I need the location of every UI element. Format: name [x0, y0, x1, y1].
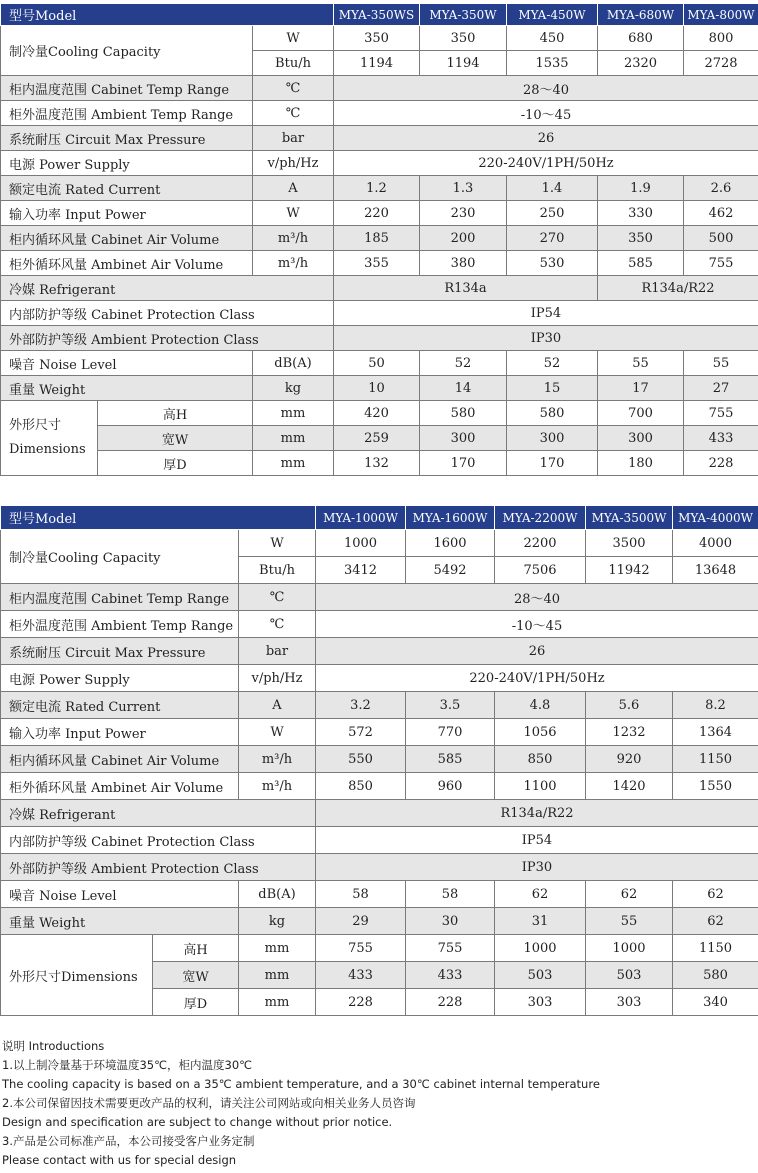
value: 850 — [495, 746, 586, 773]
value: 500 — [684, 226, 758, 251]
cabinet-protection-row — [1, 301, 758, 326]
unit: ℃ — [239, 611, 316, 638]
value: 1535 — [507, 51, 598, 76]
value: 11942 — [586, 557, 673, 584]
value: 27 — [684, 376, 758, 401]
value: IP30 — [334, 326, 758, 351]
value: 55 — [586, 908, 673, 935]
value: 13648 — [673, 557, 758, 584]
row-label: 外部防护等级 Ambient Protection Class — [1, 326, 334, 351]
value: 503 — [586, 962, 673, 989]
row-label: 内部防护等级 Cabinet Protection Class — [1, 301, 334, 326]
value: 1000 — [495, 935, 586, 962]
value: 572 — [316, 719, 406, 746]
unit: bar — [239, 638, 316, 665]
unit: ℃ — [253, 76, 334, 101]
sub-label: 高H — [153, 935, 239, 962]
value: 1194 — [420, 51, 507, 76]
unit: ℃ — [239, 584, 316, 611]
model-label: 型号Model — [1, 4, 334, 26]
noise-row — [1, 881, 758, 908]
model-name: MYA-4000W — [673, 506, 758, 530]
value: 585 — [598, 251, 684, 276]
value: 1550 — [673, 773, 758, 800]
weight-row — [1, 376, 758, 401]
sub-label: 厚D — [153, 989, 239, 1016]
unit: Btu/h — [253, 51, 334, 76]
row-label: 冷媒 Refrigerant — [1, 800, 316, 827]
value: 433 — [406, 962, 495, 989]
value: 228 — [316, 989, 406, 1016]
value: 503 — [495, 962, 586, 989]
notes-heading: 说明 Introductions — [2, 1039, 105, 1053]
value: 5.6 — [586, 692, 673, 719]
spec-table-2 — [0, 505, 758, 1016]
value: 1150 — [673, 935, 758, 962]
row-label: 柜外循环风量 Ambinet Air Volume — [1, 251, 253, 276]
height-row — [1, 935, 758, 962]
value: 220 — [334, 201, 420, 226]
value: 55 — [598, 351, 684, 376]
value: 5492 — [406, 557, 495, 584]
value: -10～45 — [316, 611, 758, 638]
unit: mm — [253, 401, 334, 426]
value: R134a — [334, 276, 598, 301]
note-line: Please contact with us for special design — [2, 1153, 237, 1167]
row-label: 输入功率 Input Power — [1, 719, 239, 746]
value: 2200 — [495, 530, 586, 557]
value: 180 — [598, 451, 684, 476]
model-name: MYA-450W — [507, 4, 598, 26]
value: 350 — [334, 26, 420, 51]
value: 170 — [420, 451, 507, 476]
row-label: 柜外温度范围 Ambient Temp Range — [1, 611, 239, 638]
model-name: MYA-350W — [420, 4, 507, 26]
unit: Btu/h — [239, 557, 316, 584]
value: 62 — [586, 881, 673, 908]
cooling-w-row — [1, 530, 758, 557]
note-line: Design and specification are subject to change without prior notice. — [2, 1115, 393, 1129]
unit: bar — [253, 126, 334, 151]
cabinet-temp-row — [1, 584, 758, 611]
ambient-air-row — [1, 773, 758, 800]
value: 185 — [334, 226, 420, 251]
value: 380 — [420, 251, 507, 276]
introductions-notes — [2, 1037, 756, 1170]
header-row — [1, 4, 758, 26]
value: 52 — [507, 351, 598, 376]
value: 580 — [420, 401, 507, 426]
value: 433 — [684, 426, 758, 451]
row-label: 柜内循环风量 Cabinet Air Volume — [1, 226, 253, 251]
value: 300 — [507, 426, 598, 451]
value: 15 — [507, 376, 598, 401]
unit: v/ph/Hz — [239, 665, 316, 692]
ambient-air-row — [1, 251, 758, 276]
value: 28～40 — [334, 76, 758, 101]
value: 26 — [316, 638, 758, 665]
note-line: 2.本公司保留因技术需要更改产品的权利，请关注公司网站或向相关业务人员咨询 — [2, 1096, 416, 1110]
value: 1000 — [316, 530, 406, 557]
value: 3500 — [586, 530, 673, 557]
unit: mm — [239, 962, 316, 989]
unit: W — [239, 719, 316, 746]
value: 530 — [507, 251, 598, 276]
value: 355 — [334, 251, 420, 276]
value: 220-240V/1PH/50Hz — [334, 151, 758, 176]
value: 2.6 — [684, 176, 758, 201]
unit: W — [253, 201, 334, 226]
value: 920 — [586, 746, 673, 773]
cabinet-air-row — [1, 226, 758, 251]
value: 585 — [406, 746, 495, 773]
row-label: 柜外温度范围 Ambient Temp Range — [1, 101, 253, 126]
row-label: 电源 Power Supply — [1, 665, 239, 692]
value: 31 — [495, 908, 586, 935]
dimensions-label: 外形尺寸Dimensions — [1, 935, 153, 1016]
note-line: 3.产品是公司标准产品，本公司接受客户业务定制 — [2, 1134, 255, 1148]
unit: W — [253, 26, 334, 51]
noise-row — [1, 351, 758, 376]
row-label: 额定电流 Rated Current — [1, 692, 239, 719]
value: 1.2 — [334, 176, 420, 201]
value: 2728 — [684, 51, 758, 76]
sub-label: 宽W — [153, 962, 239, 989]
sub-label: 宽W — [98, 426, 253, 451]
value: 580 — [673, 962, 758, 989]
value: R134a/R22 — [598, 276, 758, 301]
value: -10～45 — [334, 101, 758, 126]
value: 755 — [684, 401, 758, 426]
cabinet-protection-row — [1, 827, 758, 854]
pressure-row — [1, 638, 758, 665]
unit: mm — [239, 935, 316, 962]
value: 770 — [406, 719, 495, 746]
value: IP54 — [334, 301, 758, 326]
row-label: 额定电流 Rated Current — [1, 176, 253, 201]
value: 58 — [316, 881, 406, 908]
value: 62 — [495, 881, 586, 908]
model-name: MYA-1600W — [406, 506, 495, 530]
row-label: 输入功率 Input Power — [1, 201, 253, 226]
dimensions-label — [1, 401, 98, 476]
value: R134a/R22 — [316, 800, 758, 827]
power-row — [1, 151, 758, 176]
value: 50 — [334, 351, 420, 376]
value: 230 — [420, 201, 507, 226]
value: 420 — [334, 401, 420, 426]
row-label: 外部防护等级 Ambient Protection Class — [1, 854, 316, 881]
value: 62 — [673, 881, 758, 908]
value: 228 — [684, 451, 758, 476]
refrigerant-row — [1, 276, 758, 301]
header-row — [1, 506, 758, 530]
value: 3.5 — [406, 692, 495, 719]
value: 303 — [586, 989, 673, 1016]
model-name: MYA-2200W — [495, 506, 586, 530]
value: 28～40 — [316, 584, 758, 611]
value: 433 — [316, 962, 406, 989]
unit: m³/h — [253, 251, 334, 276]
value: 300 — [420, 426, 507, 451]
unit: dB(A) — [239, 881, 316, 908]
value: 220-240V/1PH/50Hz — [316, 665, 758, 692]
current-row — [1, 176, 758, 201]
value: 1.4 — [507, 176, 598, 201]
current-row — [1, 692, 758, 719]
value: 1194 — [334, 51, 420, 76]
value: 1420 — [586, 773, 673, 800]
value: 580 — [507, 401, 598, 426]
sub-label: 厚D — [98, 451, 253, 476]
value: 1150 — [673, 746, 758, 773]
value: 1.9 — [598, 176, 684, 201]
unit: m³/h — [239, 746, 316, 773]
value: 14 — [420, 376, 507, 401]
power-row — [1, 665, 758, 692]
model-label: 型号Model — [1, 506, 316, 530]
value: 850 — [316, 773, 406, 800]
model-name: MYA-800W — [684, 4, 758, 26]
value: 300 — [598, 426, 684, 451]
value: 7506 — [495, 557, 586, 584]
unit: kg — [253, 376, 334, 401]
note-line: The cooling capacity is based on a 35℃ ambient temperature, and a 30℃ cabinet internal temperature — [2, 1077, 600, 1091]
value: 1232 — [586, 719, 673, 746]
value: 270 — [507, 226, 598, 251]
unit: kg — [239, 908, 316, 935]
unit: A — [239, 692, 316, 719]
value: 462 — [684, 201, 758, 226]
row-label: 柜外循环风量 Ambinet Air Volume — [1, 773, 239, 800]
value: 30 — [406, 908, 495, 935]
value: 4000 — [673, 530, 758, 557]
value: 1364 — [673, 719, 758, 746]
dimensions-label-en: Dimensions — [9, 442, 86, 457]
unit: v/ph/Hz — [253, 151, 334, 176]
dimensions-label-cn: 外形尺寸 — [9, 418, 62, 433]
unit: mm — [253, 426, 334, 451]
value: 55 — [684, 351, 758, 376]
input-row — [1, 719, 758, 746]
value: 755 — [684, 251, 758, 276]
weight-row — [1, 908, 758, 935]
row-label: 系统耐压 Circuit Max Pressure — [1, 126, 253, 151]
value: 29 — [316, 908, 406, 935]
value: 755 — [406, 935, 495, 962]
value: 2320 — [598, 51, 684, 76]
note-line: 1.以上制冷量基于环境温度35℃，柜内温度30℃ — [2, 1058, 253, 1072]
input-row — [1, 201, 758, 226]
unit: W — [239, 530, 316, 557]
value: 58 — [406, 881, 495, 908]
value: 350 — [420, 26, 507, 51]
value: 52 — [420, 351, 507, 376]
value: 1000 — [586, 935, 673, 962]
value: 1600 — [406, 530, 495, 557]
ambient-temp-row — [1, 101, 758, 126]
value: 170 — [507, 451, 598, 476]
value: 3412 — [316, 557, 406, 584]
unit: mm — [239, 989, 316, 1016]
value: 960 — [406, 773, 495, 800]
unit: ℃ — [253, 101, 334, 126]
height-row — [1, 401, 758, 426]
value: 62 — [673, 908, 758, 935]
value: 330 — [598, 201, 684, 226]
value: 800 — [684, 26, 758, 51]
ambient-protection-row — [1, 326, 758, 351]
model-name: MYA-350WS — [334, 4, 420, 26]
value: 550 — [316, 746, 406, 773]
unit: mm — [253, 451, 334, 476]
cabinet-air-row — [1, 746, 758, 773]
value: 680 — [598, 26, 684, 51]
model-name: MYA-3500W — [586, 506, 673, 530]
ambient-protection-row — [1, 854, 758, 881]
value: 303 — [495, 989, 586, 1016]
row-label: 柜内循环风量 Cabinet Air Volume — [1, 746, 239, 773]
value: 17 — [598, 376, 684, 401]
row-label: 噪音 Noise Level — [1, 351, 253, 376]
value: 700 — [598, 401, 684, 426]
row-label: 柜内温度范围 Cabinet Temp Range — [1, 584, 239, 611]
refrigerant-row — [1, 800, 758, 827]
pressure-row — [1, 126, 758, 151]
ambient-temp-row — [1, 611, 758, 638]
value: 132 — [334, 451, 420, 476]
value: 755 — [316, 935, 406, 962]
cabinet-temp-row — [1, 76, 758, 101]
row-label: 重量 Weight — [1, 376, 253, 401]
width-row — [1, 426, 758, 451]
value: 200 — [420, 226, 507, 251]
value: 250 — [507, 201, 598, 226]
value: 1.3 — [420, 176, 507, 201]
row-label: 冷媒 Refrigerant — [1, 276, 334, 301]
value: 450 — [507, 26, 598, 51]
cooling-label: 制冷量Cooling Capacity — [1, 26, 253, 76]
value: 1100 — [495, 773, 586, 800]
model-name: MYA-680W — [598, 4, 684, 26]
unit: A — [253, 176, 334, 201]
value: 3.2 — [316, 692, 406, 719]
unit: m³/h — [253, 226, 334, 251]
spec-table-1 — [0, 3, 758, 476]
value: IP54 — [316, 827, 758, 854]
value: 228 — [406, 989, 495, 1016]
row-label: 噪音 Noise Level — [1, 881, 239, 908]
row-label: 内部防护等级 Cabinet Protection Class — [1, 827, 316, 854]
row-label: 系统耐压 Circuit Max Pressure — [1, 638, 239, 665]
row-label: 柜内温度范围 Cabinet Temp Range — [1, 76, 253, 101]
value: 340 — [673, 989, 758, 1016]
row-label: 电源 Power Supply — [1, 151, 253, 176]
model-name: MYA-1000W — [316, 506, 406, 530]
sub-label: 高H — [98, 401, 253, 426]
value: 4.8 — [495, 692, 586, 719]
value: 10 — [334, 376, 420, 401]
unit: dB(A) — [253, 351, 334, 376]
value: 350 — [598, 226, 684, 251]
value: 8.2 — [673, 692, 758, 719]
value: 26 — [334, 126, 758, 151]
value: 259 — [334, 426, 420, 451]
cooling-label: 制冷量Cooling Capacity — [1, 530, 239, 584]
value: 1056 — [495, 719, 586, 746]
row-label: 重量 Weight — [1, 908, 239, 935]
cooling-w-row — [1, 26, 758, 51]
depth-row — [1, 451, 758, 476]
value: IP30 — [316, 854, 758, 881]
unit: m³/h — [239, 773, 316, 800]
